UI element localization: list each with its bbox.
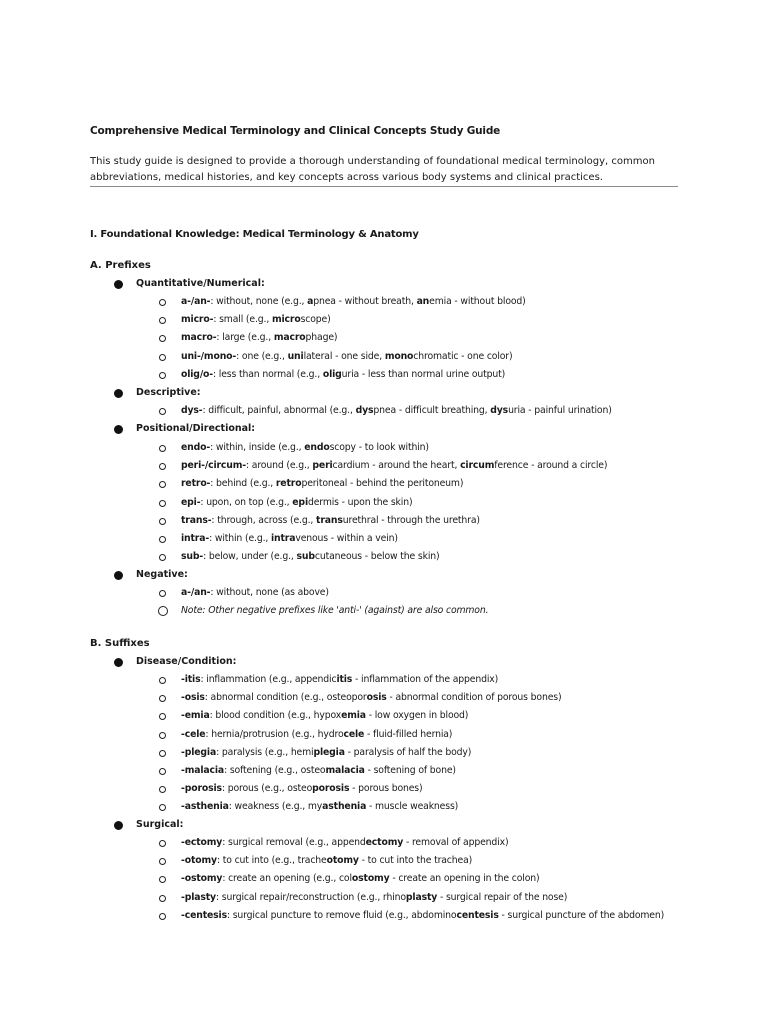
item-post: - surgical puncture of the abdomen) (498, 909, 665, 921)
item-term: a-/an- (181, 296, 211, 307)
open-bullet-icon (159, 299, 166, 306)
filled-bullet-icon (114, 389, 123, 398)
item-term: -emia (181, 710, 210, 722)
item-pre: : paralysis (e.g., hemi (216, 746, 314, 758)
item-pre: : within, inside (e.g., (210, 442, 305, 453)
list-item (181, 783, 422, 794)
open-bullet-icon (159, 408, 166, 415)
list-item (181, 692, 561, 703)
item-post: - fluid-filled hernia) (364, 728, 453, 740)
item-post: dermis - upon the skin) (307, 496, 413, 508)
item-pre: : hernia/protrusion (e.g., hydro (205, 728, 344, 740)
list-item (181, 837, 508, 848)
list-item (181, 314, 331, 325)
category-label: Descriptive: (136, 387, 201, 398)
category-label: Surgical: (136, 819, 184, 830)
item-term: trans- (181, 514, 212, 526)
item-bold1: centesis (456, 909, 499, 921)
item-post: - removal of appendix) (403, 837, 509, 848)
item-post: emia - without blood) (429, 296, 526, 307)
item-post: - to cut into the trachea) (358, 855, 473, 867)
item-term: -plegia (181, 746, 217, 758)
item-pre: : surgical removal (e.g., append (222, 837, 366, 848)
item-bold1: itis (336, 674, 353, 685)
item-bold1: ostomy (351, 873, 390, 885)
item-term: -osis (181, 692, 205, 704)
list-item (181, 460, 607, 471)
list-item (181, 442, 429, 453)
category-label: Disease/Condition: (136, 656, 237, 667)
list-item (181, 533, 398, 544)
item-bold1: micro (271, 314, 301, 326)
item-post: - inflammation of the appendix) (352, 674, 499, 685)
item-term: micro- (181, 314, 214, 326)
list-item (181, 478, 463, 489)
open-bullet-icon (159, 804, 166, 811)
item-pre: : weakness (e.g., my (228, 801, 323, 813)
item-term: endo- (181, 442, 211, 453)
open-bullet-icon (159, 786, 166, 793)
item-post: venous - within a vein) (295, 533, 398, 544)
item-bold1: plasty (405, 891, 438, 903)
open-bullet-icon (159, 518, 166, 525)
filled-bullet-icon (114, 280, 123, 289)
list-item (181, 910, 664, 921)
open-bullet-icon (159, 354, 166, 361)
item-bold1: porosis (312, 783, 350, 795)
item-post: - surgical repair of the nose) (437, 891, 568, 903)
list-item (181, 710, 468, 721)
open-bullet-icon (159, 590, 166, 597)
open-bullet-icon (159, 554, 166, 561)
item-pre: : upon, on top (e.g., (200, 496, 293, 508)
item-term: intra- (181, 533, 210, 544)
open-bullet-icon (159, 536, 166, 543)
item-bold1: a (307, 296, 314, 307)
open-bullet-icon (159, 713, 166, 720)
open-bullet-icon (159, 677, 166, 684)
list-item (181, 351, 512, 362)
list-item (181, 296, 526, 307)
list-item (181, 801, 458, 812)
list-item (181, 332, 337, 343)
category-label: Negative: (136, 569, 188, 580)
item-bold2: an (416, 296, 430, 307)
open-bullet-icon (159, 695, 166, 702)
item-term: -porosis (181, 783, 222, 795)
item-post: scope) (300, 314, 331, 326)
item-mid1: cardium - around the heart, (332, 460, 461, 472)
list-item (181, 587, 329, 598)
item-bold1: macro (273, 332, 306, 344)
item-post: uria - painful urination) (508, 405, 612, 416)
item-term: epi- (181, 496, 201, 508)
item-pre: : to cut into (e.g., trache (216, 855, 327, 867)
item-bold1: sub (296, 551, 315, 563)
item-pre: : porous (e.g., osteo (221, 783, 313, 795)
item-term: -ectomy (181, 837, 223, 848)
item-post: peritoneal - behind the peritoneum) (301, 478, 464, 490)
list-item (181, 497, 412, 508)
item-pre: : blood condition (e.g., hypox (209, 710, 342, 722)
item-post: - softening of bone) (364, 765, 456, 776)
horizontal-rule (90, 186, 678, 187)
item-pre: : surgical repair/reconstruction (e.g., rhino (215, 891, 406, 903)
filled-bullet-icon (114, 425, 123, 434)
category-label: Quantitative/Numerical: (136, 278, 265, 289)
list-item (181, 855, 472, 866)
item-bold1: epi (292, 496, 308, 508)
item-bold2: circum (460, 460, 495, 472)
item-pre: : abnormal condition (e.g., osteopor (204, 692, 367, 704)
item-bold1: trans (316, 514, 343, 526)
item-bold1: osis (366, 692, 387, 704)
item-bold1: intra (271, 533, 296, 544)
list-item (181, 674, 498, 685)
item-pre: : small (e.g., (213, 314, 272, 326)
filled-bullet-icon (114, 821, 123, 830)
item-bold1: uni (287, 350, 304, 362)
item-term: -centesis (181, 909, 227, 921)
item-term: -ostomy (181, 873, 223, 885)
item-mid1: pnea - without breath, (313, 296, 417, 307)
item-term: olig/o- (181, 368, 214, 380)
item-bold1: olig (322, 368, 342, 380)
item-mid1: lateral - one side, (303, 350, 385, 362)
item-bold1: endo (304, 442, 330, 453)
open-bullet-icon (158, 606, 168, 616)
item-post: ference - around a circle) (494, 460, 608, 472)
item-bold2: dys (490, 405, 509, 416)
item-post: - low oxygen in blood) (365, 710, 469, 722)
open-bullet-icon (159, 876, 166, 883)
item-term: -plasty (181, 891, 216, 903)
item-pre: : through, across (e.g., (211, 514, 317, 526)
item-bold1: peri (312, 460, 333, 472)
item-pre: : within (e.g., (209, 533, 271, 544)
section-heading: I. Foundational Knowledge: Medical Terminology & Anatomy (90, 229, 419, 240)
list-item (181, 369, 505, 380)
item-term: peri-/circum- (181, 460, 246, 472)
item-post: chromatic - one color) (413, 350, 513, 362)
document-title: Comprehensive Medical Terminology and Clinical Concepts Study Guide (90, 125, 501, 137)
open-bullet-icon (159, 750, 166, 757)
item-term: macro- (181, 332, 217, 344)
item-term: -cele (181, 728, 206, 740)
open-bullet-icon (159, 445, 166, 452)
item-term: a-/an- (181, 587, 211, 598)
item-post: scopy - to look within) (329, 442, 429, 453)
open-bullet-icon (159, 858, 166, 865)
item-pre: : below, under (e.g., (203, 551, 297, 563)
item-bold1: plegia (313, 746, 345, 758)
item-pre: : around (e.g., (246, 460, 313, 472)
open-bullet-icon (159, 372, 166, 379)
open-bullet-icon (159, 913, 166, 920)
category-label: Positional/Directional: (136, 423, 256, 434)
item-term: dys- (181, 405, 203, 416)
item-pre: : one (e.g., (236, 350, 288, 362)
note-text: Note: Other negative prefixes like 'anti-' (against) are also common. (181, 605, 489, 616)
prefixes-heading: A. Prefixes (90, 260, 151, 271)
item-pre: : less than normal (e.g., (213, 368, 323, 380)
item-post: - porous bones) (349, 783, 423, 795)
item-term: sub- (181, 551, 204, 563)
open-bullet-icon (159, 895, 166, 902)
item-post: - paralysis of half the body) (344, 746, 472, 758)
intro-paragraph: This study guide is designed to provide a thorough understanding of foundational medical terminology, common abbreviations, medical histories, and key concepts across various body systems and clinical practices. (90, 156, 655, 183)
item-term: -itis (181, 674, 201, 685)
item-pre: : without, none (e.g., (210, 296, 308, 307)
open-bullet-icon (159, 317, 166, 324)
item-post: urethral - through the urethra) (342, 514, 480, 526)
item-term: uni-/mono- (181, 350, 237, 362)
item-post: phage) (305, 332, 338, 344)
list-item (181, 892, 567, 903)
open-bullet-icon (159, 732, 166, 739)
item-bold2: mono (384, 350, 414, 362)
item-post: uria - less than normal urine output) (341, 368, 506, 380)
item-bold1: otomy (326, 855, 359, 867)
suffixes-heading: B. Suffixes (90, 638, 150, 649)
item-pre: : without, none (as above) (210, 587, 329, 598)
item-bold1: asthenia (322, 801, 367, 813)
item-term: -malacia (181, 765, 225, 776)
item-mid1: pnea - difficult breathing, (373, 405, 491, 416)
item-pre: : difficult, painful, abnormal (e.g., (202, 405, 356, 416)
item-post: - abnormal condition of porous bones) (386, 692, 562, 704)
list-item (181, 729, 452, 740)
list-item (181, 765, 456, 776)
item-bold1: malacia (325, 765, 365, 776)
list-item (181, 747, 471, 758)
item-pre: : behind (e.g., (210, 478, 276, 490)
item-post: - create an opening in the colon) (389, 873, 540, 885)
open-bullet-icon (159, 481, 166, 488)
list-item (181, 873, 539, 884)
open-bullet-icon (159, 840, 166, 847)
item-bold1: ectomy (365, 837, 404, 848)
open-bullet-icon (159, 768, 166, 775)
item-bold1: retro (275, 478, 302, 490)
item-pre: : softening (e.g., osteo (224, 765, 326, 776)
open-bullet-icon (159, 335, 166, 342)
item-pre: : create an opening (e.g., col (222, 873, 352, 885)
list-item (181, 405, 612, 416)
item-term: retro- (181, 478, 211, 490)
item-post: cutaneous - below the skin) (314, 551, 440, 563)
item-bold1: dys (355, 405, 374, 416)
item-bold1: emia (341, 710, 366, 722)
item-bold1: cele (343, 728, 365, 740)
item-pre: : inflammation (e.g., appendic (200, 674, 337, 685)
item-term: -asthenia (181, 801, 229, 813)
open-bullet-icon (159, 500, 166, 507)
item-post: - muscle weakness) (366, 801, 459, 813)
item-pre: : surgical puncture to remove fluid (e.g., abdomino (226, 909, 457, 921)
filled-bullet-icon (114, 571, 123, 580)
list-item (181, 515, 480, 526)
item-pre: : large (e.g., (216, 332, 274, 344)
open-bullet-icon (159, 463, 166, 470)
item-term: -otomy (181, 855, 217, 867)
filled-bullet-icon (114, 658, 123, 667)
list-item (181, 551, 439, 562)
